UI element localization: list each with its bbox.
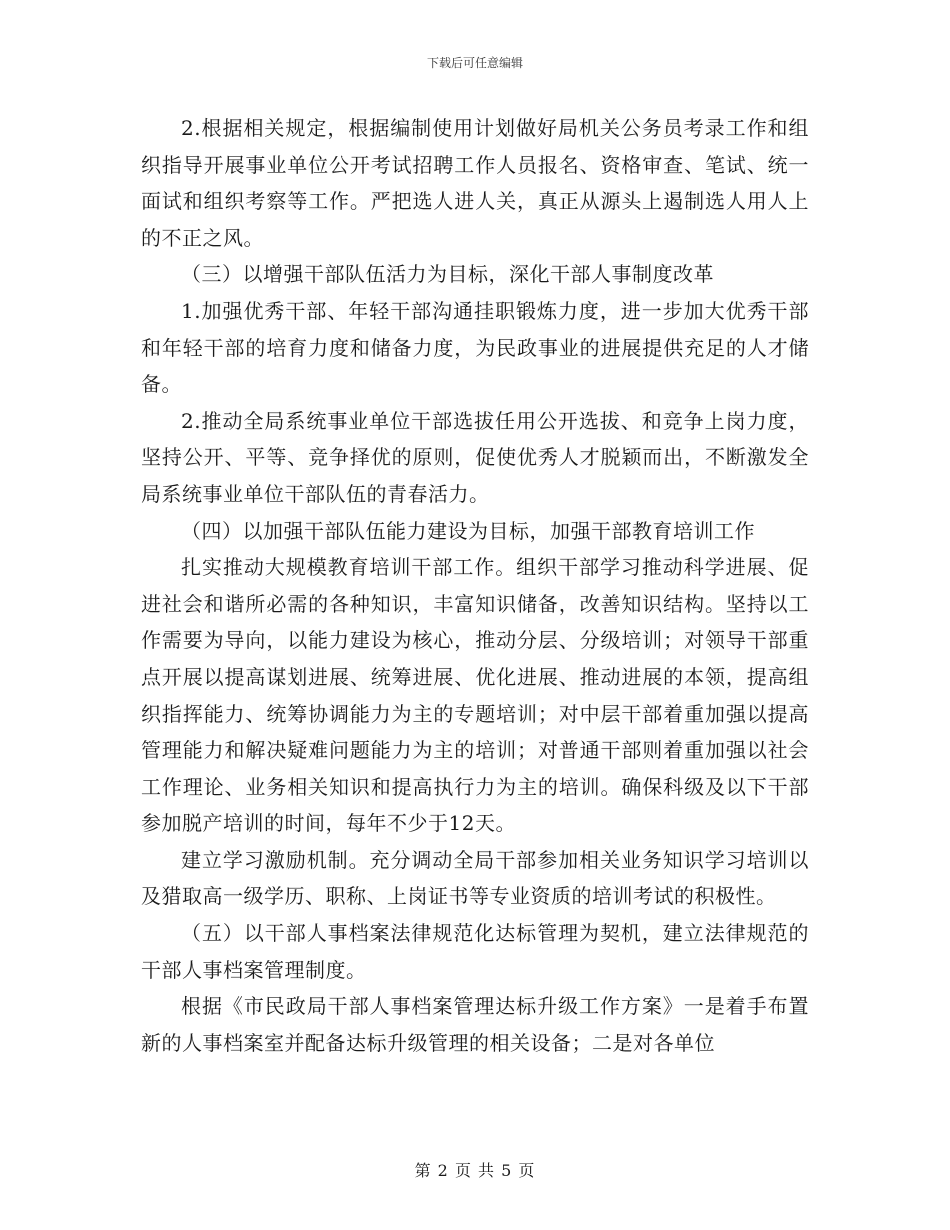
section-heading: （五）以干部人事档案法律规范化达标管理为契机，建立法律规范的干部人事档案管理制度。 bbox=[141, 921, 809, 982]
paragraph: 根据《市民政局干部人事档案管理达标升级工作方案》一是着手布置新的人事档案室并配备达标升级管理的相关设备；二是对各单位 bbox=[141, 994, 809, 1055]
section-heading: （四）以加强干部队伍能力建设为目标，加强干部教育培训工作 bbox=[181, 518, 755, 543]
document-body bbox=[141, 110, 809, 1061]
paragraph: 2.根据相关规定，根据编制使用计划做好局机关公务员考录工作和组织指导开展事业单位公开考试招聘工作人员报名、资格审查、笔试、统一面试和组织考察等工作。严把选人进人关，真正从源头上遏制选人用人上的不正之风。 bbox=[141, 116, 809, 250]
page-header: 下载后可任意编辑 bbox=[426, 56, 523, 70]
section-heading: （三）以增强干部队伍活力为目标，深化干部人事制度改革 bbox=[181, 262, 714, 287]
paragraph: 2.推动全局系统事业单位干部选拔任用公开选拔、和竞争上岗力度，坚持公开、平等、竞争择优的原则，促使优秀人才脱颖而出，不断激发全局系统事业单位干部队伍的青春活力。 bbox=[141, 408, 809, 506]
page-footer: 第 2 页 共 5 页 bbox=[414, 1161, 536, 1180]
paragraph: 1.加强优秀干部、年轻干部沟通挂职锻炼力度，进一步加大优秀干部和年轻干部的培育力度和储备力度，为民政事业的进展提供充足的人才储备。 bbox=[141, 298, 809, 397]
paragraph: 扎实推动大规模教育培训干部工作。组织干部学习推动科学进展、促进社会和谐所必需的各种知识，丰富知识储备，改善知识结构。坚持以工作需要为导向，以能力建设为核心，推动分层、分级培训；对领导干部重点开展以提高谋划进展、统筹进展、优化进展、推动进展的本领，提高组织指挥能力、统筹协调能力为主的专题培训；对中层干部着重加强以提高管理能力和解决疑难问题能力为主的培训；对普通干部则着重加强以社会工作理论、业务相关知识和提高执行力为主的培训。确保科级及以下干部参加脱产培训的时间，每年不少于12天。 bbox=[141, 555, 809, 836]
paragraph: 建立学习激励机制。充分调动全局干部参加相关业务知识学习培训以及猎取高一级学历、职称、上岗证书等专业资质的培训考试的积极性。 bbox=[141, 847, 809, 909]
